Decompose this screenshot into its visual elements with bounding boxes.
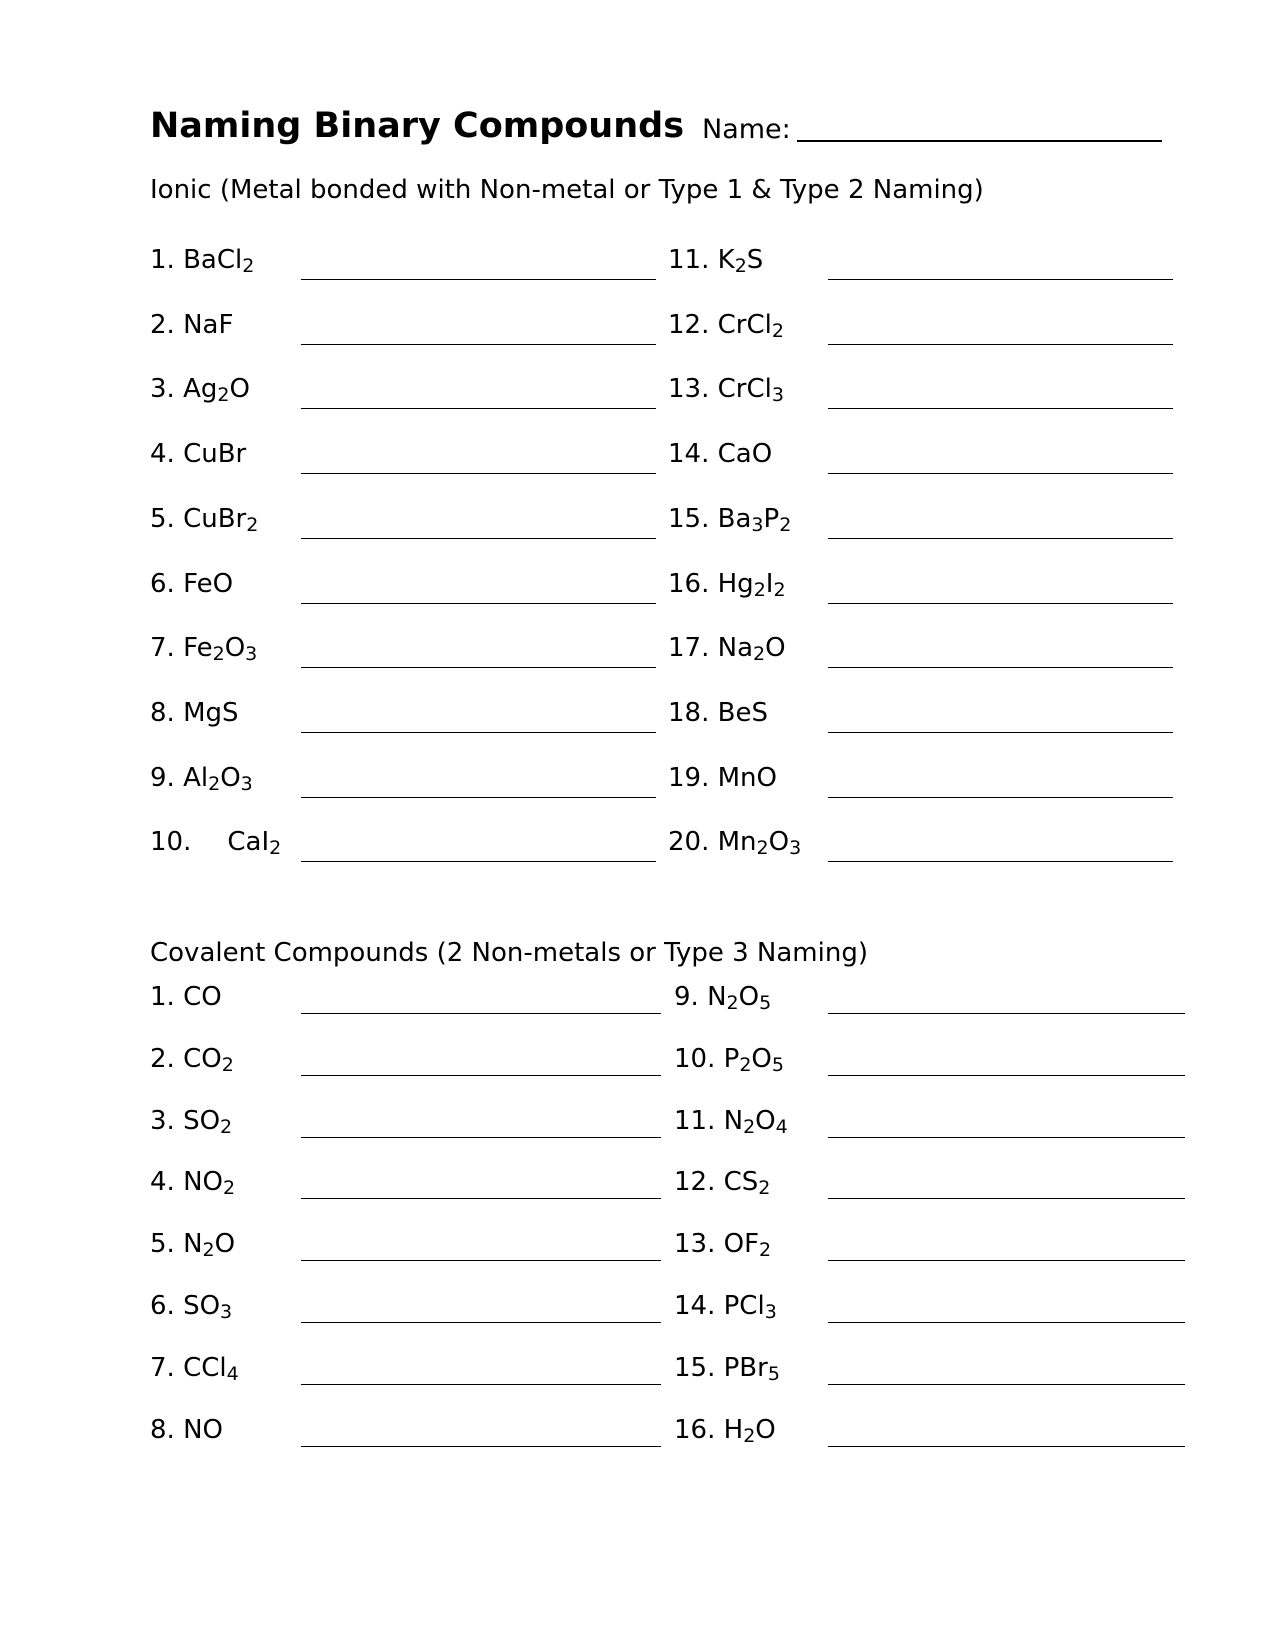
chemical-formula: $OF_2$ [723,1229,772,1262]
chemical-formula: $SO_2$ [183,1105,233,1138]
question-number: 2. [150,1043,175,1074]
subscript: 2 [726,992,739,1014]
question-number: 3. [150,1105,175,1136]
ionic-question-17 [668,631,786,665]
answer-blank[interactable] [828,344,1173,345]
answer-blank[interactable] [301,1322,661,1323]
subscript: 3 [771,384,784,407]
chemical-formula: NaF [183,309,234,340]
answer-blank[interactable] [828,1260,1185,1261]
chemical-formula: $NO_2$ [183,1167,236,1200]
question-number: 11. [674,1105,716,1136]
question-number: 15. [674,1352,716,1383]
question-number: 1. [150,245,175,275]
question-number: 7. [150,1352,175,1383]
covalent-question-9 [674,980,771,1014]
answer-blank[interactable] [301,797,656,798]
chemical-formula: $Ag_2O$ [183,374,250,407]
subscript: 2 [773,578,786,601]
covalent-question-7 [150,1351,239,1385]
chemical-formula: $Fe_2O_3$ [183,633,258,666]
subscript: 3 [751,513,764,536]
covalent-question-13 [674,1227,771,1261]
chemical-formula: $Hg_2I_2$ [717,568,786,601]
subscript: 3 [764,1301,777,1323]
chemical-formula: PCl$_3$ [723,1291,777,1323]
question-number: 16. [668,568,710,599]
answer-blank[interactable] [301,344,656,345]
chemical-formula: CaO [717,439,773,470]
question-number: 10. [150,827,192,858]
chemical-formula: $H_2O$ [723,1414,776,1447]
worksheet-title: Naming Binary Compounds [150,106,685,146]
covalent-question-16 [674,1413,776,1447]
subscript: 5 [759,992,772,1014]
name-field[interactable] [797,140,1162,142]
answer-blank[interactable] [301,473,656,474]
answer-blank[interactable] [828,1198,1185,1199]
ionic-question-11 [668,243,763,277]
chemical-formula: BeS [717,697,768,728]
answer-blank[interactable] [301,408,656,409]
answer-blank[interactable] [301,732,656,733]
question-number: 14. [674,1291,716,1321]
ionic-question-3 [150,372,250,406]
question-number: 4. [150,1167,175,1198]
question-number: 11. [668,245,710,275]
subscript: 2 [753,643,766,666]
subscript: 2 [246,513,259,536]
covalent-question-15 [674,1351,780,1385]
answer-blank[interactable] [301,1075,661,1076]
subscript: 2 [743,1115,756,1138]
question-number: 6. [150,568,175,599]
question-number: 15. [668,503,710,534]
subscript: 2 [739,1053,752,1076]
chemical-formula: $Na_2O$ [717,633,786,666]
question-number: 7. [150,633,175,664]
subscript: 4 [226,1362,239,1385]
question-number: 3. [150,374,175,405]
question-number: 12. [668,309,710,340]
chemical-formula: MnO [717,762,778,793]
chemical-formula: BaCl$_2$ [183,245,255,277]
subscript: 3 [789,837,802,860]
subscript: 5 [771,1053,784,1076]
subscript: 2 [269,837,282,860]
subscript: 2 [212,643,225,666]
subscript: 2 [758,1177,771,1200]
question-number: 8. [150,697,175,728]
chemical-formula: CuBr [183,439,247,470]
subscript: 2 [756,837,769,860]
subscript: 4 [775,1115,788,1138]
subscript: 2 [779,513,792,536]
answer-blank[interactable] [301,1384,661,1385]
question-number: 9. [150,762,175,793]
covalent-question-12 [674,1165,770,1199]
answer-blank[interactable] [301,1260,661,1261]
covalent-question-14 [674,1289,777,1323]
covalent-question-3 [150,1104,232,1138]
subscript: 2 [217,384,230,407]
ionic-section-heading: Ionic (Metal bonded with Non-metal or Type 1 & Type 2 Naming) [150,175,984,205]
answer-blank[interactable] [828,797,1173,798]
chemical-formula: CrCl$_3$ [717,374,784,407]
chemical-formula: CaI$_2$ [227,827,282,860]
question-number: 5. [150,1229,175,1260]
ionic-question-7 [150,631,257,665]
answer-blank[interactable] [828,473,1173,474]
chemical-formula: MgS [183,697,239,728]
chemical-formula: $Al_2O_3$ [183,762,253,795]
covalent-question-11 [674,1104,788,1138]
question-number: 19. [668,762,710,793]
answer-blank[interactable] [301,667,656,668]
chemical-formula: FeO [183,568,234,599]
ionic-question-16 [668,567,786,601]
answer-blank[interactable] [828,1137,1185,1138]
covalent-question-4 [150,1165,235,1199]
ionic-question-10 [150,825,281,859]
chemical-formula: $N_2O_4$ [723,1105,788,1138]
chemical-formula: CrCl$_2$ [717,309,784,342]
answer-blank[interactable] [828,1322,1185,1323]
ionic-question-6 [150,567,233,601]
answer-blank[interactable] [301,538,656,539]
chemical-formula: $CS_2$ [723,1167,771,1200]
subscript: 3 [220,1301,233,1323]
ionic-question-9 [150,761,253,795]
ionic-question-15 [668,502,791,536]
chemical-formula: $N_2O_5$ [707,982,772,1014]
chemical-formula: $CO_2$ [183,1043,234,1076]
answer-blank[interactable] [828,1075,1185,1076]
question-number: 6. [150,1291,175,1321]
ionic-question-8 [150,696,239,730]
question-number: 4. [150,439,175,470]
subscript: 2 [242,255,255,277]
chemical-formula: $P_2O_5$ [723,1043,784,1076]
chemical-formula: $Mn_2O_3$ [717,827,802,860]
question-number: 17. [668,633,710,664]
subscript: 3 [240,772,253,795]
answer-blank[interactable] [828,861,1173,862]
subscript: 2 [771,319,784,342]
covalent-section-heading: Covalent Compounds (2 Non-metals or Type 3 Naming) [150,938,868,968]
answer-blank[interactable] [828,1446,1185,1447]
ionic-question-19 [668,761,777,795]
ionic-question-4 [150,437,246,471]
ionic-question-20 [668,825,801,859]
ionic-question-13 [668,372,784,406]
subscript: 5 [767,1362,780,1385]
chemical-formula: PBr$_5$ [723,1352,780,1385]
question-number: 16. [674,1414,716,1445]
covalent-question-8 [150,1413,223,1447]
chemical-formula: CCl$_4$ [183,1352,239,1385]
answer-blank[interactable] [828,732,1173,733]
answer-blank[interactable] [828,1013,1185,1014]
subscript: 2 [208,772,221,795]
chemical-formula: CO [183,982,222,1012]
chemical-formula: NO [183,1414,223,1445]
covalent-question-2 [150,1042,234,1076]
question-number: 13. [668,374,710,405]
chemical-formula: CuBr$_2$ [183,503,259,536]
question-number: 1. [150,982,175,1012]
answer-blank[interactable] [301,1198,661,1199]
ionic-question-5 [150,502,258,536]
answer-blank[interactable] [828,408,1173,409]
chemical-formula: $Ba_3P_2$ [717,503,792,536]
subscript: 2 [202,1239,215,1262]
ionic-question-18 [668,696,768,730]
subscript: 2 [734,255,747,277]
subscript: 2 [221,1053,234,1076]
subscript: 2 [223,1177,236,1200]
answer-blank[interactable] [828,538,1173,539]
question-number: 5. [150,503,175,534]
answer-blank[interactable] [301,861,656,862]
name-label: Name: [702,114,791,145]
answer-blank[interactable] [828,1384,1185,1385]
question-number: 12. [674,1167,716,1198]
chemical-formula: $K_2S$ [717,245,764,277]
answer-blank[interactable] [301,1446,661,1447]
question-number: 10. [674,1043,716,1074]
question-number: 13. [674,1229,716,1260]
question-number: 8. [150,1414,175,1445]
ionic-question-2 [150,308,233,342]
covalent-question-10 [674,1042,784,1076]
answer-blank[interactable] [828,603,1173,604]
answer-blank[interactable] [301,279,656,280]
answer-blank[interactable] [828,279,1173,280]
chemical-formula: $N_2O$ [183,1229,236,1262]
answer-blank[interactable] [301,1137,661,1138]
question-number: 2. [150,309,175,340]
covalent-question-6 [150,1289,232,1323]
question-number: 14. [668,439,710,470]
covalent-question-1 [150,980,222,1014]
answer-blank[interactable] [301,603,656,604]
question-number: 9. [674,982,699,1012]
subscript: 2 [753,578,766,601]
answer-blank[interactable] [301,1013,661,1014]
chemical-formula: $SO_3$ [183,1291,233,1323]
subscript: 2 [759,1239,772,1262]
answer-blank[interactable] [828,667,1173,668]
question-number: 18. [668,697,710,728]
subscript: 3 [245,643,258,666]
question-number: 20. [668,827,710,858]
ionic-question-14 [668,437,772,471]
subscript: 2 [743,1424,756,1447]
ionic-question-1 [150,243,254,277]
subscript: 2 [220,1115,233,1138]
ionic-question-12 [668,308,784,342]
covalent-question-5 [150,1227,235,1261]
